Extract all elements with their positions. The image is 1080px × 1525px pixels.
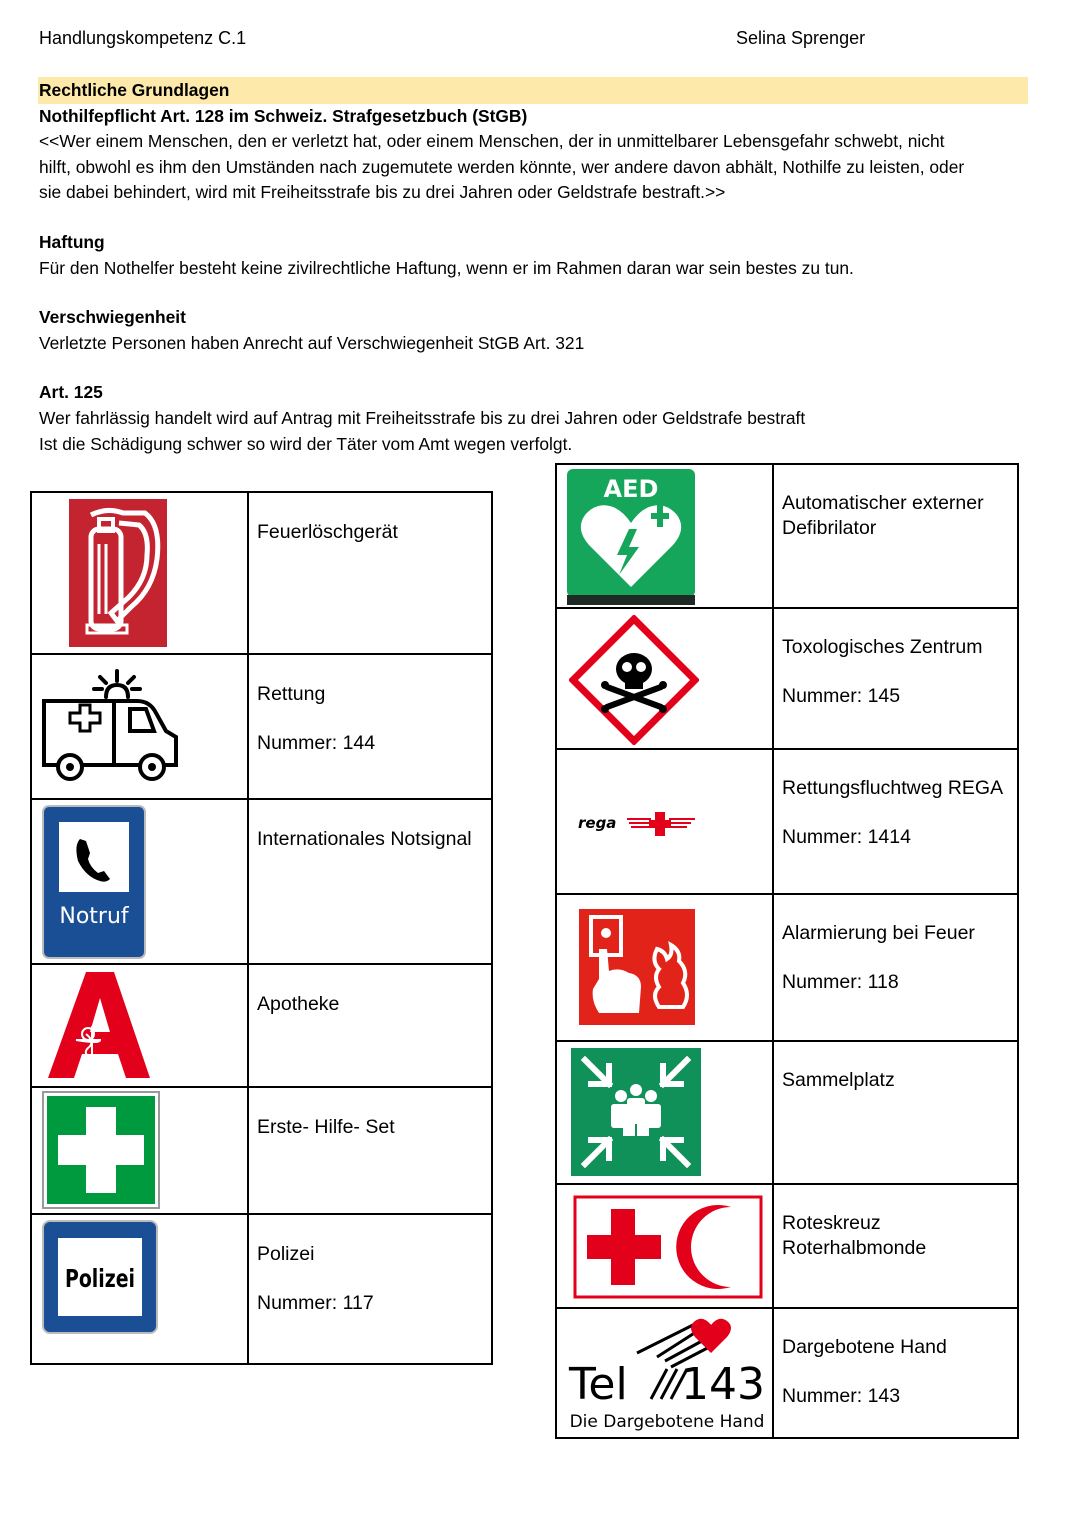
symbol-cell — [31, 799, 248, 964]
symbol-name: Internationales Notsignal — [257, 828, 472, 850]
symbol-cell — [31, 654, 248, 799]
fire-alarm-icon — [579, 909, 695, 1025]
symbol-cell — [556, 894, 773, 1041]
legal-basics-section — [39, 78, 1034, 457]
symbol-name: Polizei — [257, 1243, 315, 1265]
assembly-point-icon — [571, 1048, 701, 1176]
rega-logo-icon — [577, 808, 697, 838]
nothilfe-quote-line: sie dabei behindert, wird mit Freiheitsstrafe bis zu drei Jahren oder Geldstrafe bestraft.>> — [39, 182, 726, 203]
symbol-cell — [556, 464, 773, 608]
pharmacy-icon — [46, 970, 154, 1080]
polizei-label: Polizei — [65, 1264, 135, 1293]
symbol-name: Alarmierung bei Feuer — [782, 922, 975, 944]
symbol-cell — [556, 749, 773, 894]
dargebotene-hand-caption: Die Dargebotene Hand — [569, 1412, 765, 1432]
nothilfe-quote-line: <<Wer einem Menschen, den er verletzt hat, oder einem Menschen, der in unmittelbarer Lebensgefahr schwebt, nicht — [39, 131, 945, 152]
notruf-label: Notruf — [59, 904, 129, 929]
symbol-description — [773, 1308, 1018, 1438]
fire-extinguisher-icon — [69, 499, 167, 647]
table-row — [31, 654, 492, 799]
symbol-number: Nummer: 1414 — [782, 825, 911, 848]
symbol-name: Sammelplatz — [782, 1069, 895, 1091]
table-row — [556, 608, 1018, 749]
first-aid-icon — [42, 1091, 160, 1209]
haftung-text: Für den Nothelfer besteht keine zivilrechtliche Haftung, wenn er im Rahmen daran war sein bestes zu tun. — [39, 257, 854, 278]
symbol-description — [773, 1184, 1018, 1308]
table-row — [556, 1184, 1018, 1308]
symbol-number: Nummer: 143 — [782, 1384, 901, 1407]
table-row — [556, 1308, 1018, 1438]
symbol-description — [773, 749, 1018, 894]
table-row — [31, 1214, 492, 1364]
table-row — [31, 1087, 492, 1214]
symbol-number: Nummer: 145 — [782, 684, 901, 707]
rega-label: rega — [578, 814, 617, 832]
haftung-heading: Haftung — [39, 231, 105, 252]
nothilfe-heading: Nothilfepflicht Art. 128 im Schweiz. Strafgesetzbuch (StGB) — [39, 105, 528, 126]
aed-icon — [567, 469, 695, 605]
section-title: Rechtliche Grundlagen — [39, 80, 230, 100]
table-row — [556, 464, 1018, 608]
nothilfe-quote-line: hilft, obwohl es ihm den Umständen nach zugemutete werden könnte, wer andere davon abhält, Nothilfe zu leisten, oder — [39, 156, 965, 177]
emergency-phone-icon — [42, 805, 146, 959]
symbol-name: Feuerlöschgerät — [257, 521, 398, 543]
symbol-cell — [31, 1214, 248, 1364]
art125-text: Ist die Schädigung schwer so wird der Täter vom Amt wegen verfolgt. — [39, 433, 573, 454]
symbol-name: Dargebotene Hand — [782, 1336, 947, 1358]
table-row — [31, 799, 492, 964]
ambulance-icon — [42, 669, 182, 784]
helping-hand-icon — [567, 1313, 767, 1435]
red-cross-crescent-icon — [573, 1195, 763, 1299]
symbol-description — [773, 894, 1018, 1041]
symbol-cell — [556, 1184, 773, 1308]
symbol-description — [248, 964, 492, 1087]
symbol-number: Nummer: 117 — [257, 1291, 374, 1314]
symbol-name: Roteskreuz Roterhalbmonde — [782, 1212, 927, 1259]
symbol-description — [773, 608, 1018, 749]
aed-label: AED — [603, 475, 659, 503]
symbol-cell — [556, 1308, 773, 1438]
document-header-left: Handlungskompetenz C.1 — [39, 28, 247, 48]
document-author: Selina Sprenger — [736, 28, 866, 48]
table-row — [556, 894, 1018, 1041]
symbol-cell — [556, 608, 773, 749]
symbol-cell — [556, 1041, 773, 1184]
emergency-symbols-table-right — [555, 463, 1019, 1439]
tel-label: Tel — [569, 1359, 628, 1410]
emergency-symbols-table-left — [30, 491, 493, 1365]
verschwiegenheit-heading: Verschwiegenheit — [39, 307, 186, 328]
symbol-description — [248, 1087, 492, 1214]
symbol-description — [773, 1041, 1018, 1184]
table-row — [31, 964, 492, 1087]
symbol-description — [248, 1214, 492, 1364]
symbol-name: Erste- Hilfe- Set — [257, 1116, 395, 1138]
table-row — [556, 1041, 1018, 1184]
tel-number-label: 143 — [681, 1359, 765, 1410]
symbol-name: Apotheke — [257, 993, 340, 1015]
table-row — [556, 749, 1018, 894]
symbol-name: Rettung — [257, 683, 326, 705]
symbol-number: Nummer: 144 — [257, 731, 376, 754]
symbol-name: Rettungsfluchtweg REGA — [782, 777, 1004, 799]
police-icon — [42, 1220, 158, 1334]
symbol-description — [773, 464, 1018, 608]
art125-heading: Art. 125 — [39, 382, 103, 403]
symbol-name: Toxologisches Zentrum — [782, 636, 983, 658]
symbol-description — [248, 799, 492, 964]
art125-text: Wer fahrlässig handelt wird auf Antrag mit Freiheitsstrafe bis zu drei Jahren oder Geldstrafe bestraft — [39, 407, 806, 428]
symbol-cell — [31, 492, 248, 654]
symbol-cell — [31, 1087, 248, 1214]
symbol-description — [248, 492, 492, 654]
symbol-number: Nummer: 118 — [782, 970, 899, 993]
symbol-cell — [31, 964, 248, 1087]
verschwiegenheit-text: Verletzte Personen haben Anrecht auf Verschwiegenheit StGB Art. 321 — [39, 332, 585, 353]
table-row — [31, 492, 492, 654]
toxic-skull-icon — [569, 615, 699, 745]
symbol-name: Automatischer externer Defibrilator — [782, 492, 984, 539]
symbol-description — [248, 654, 492, 799]
